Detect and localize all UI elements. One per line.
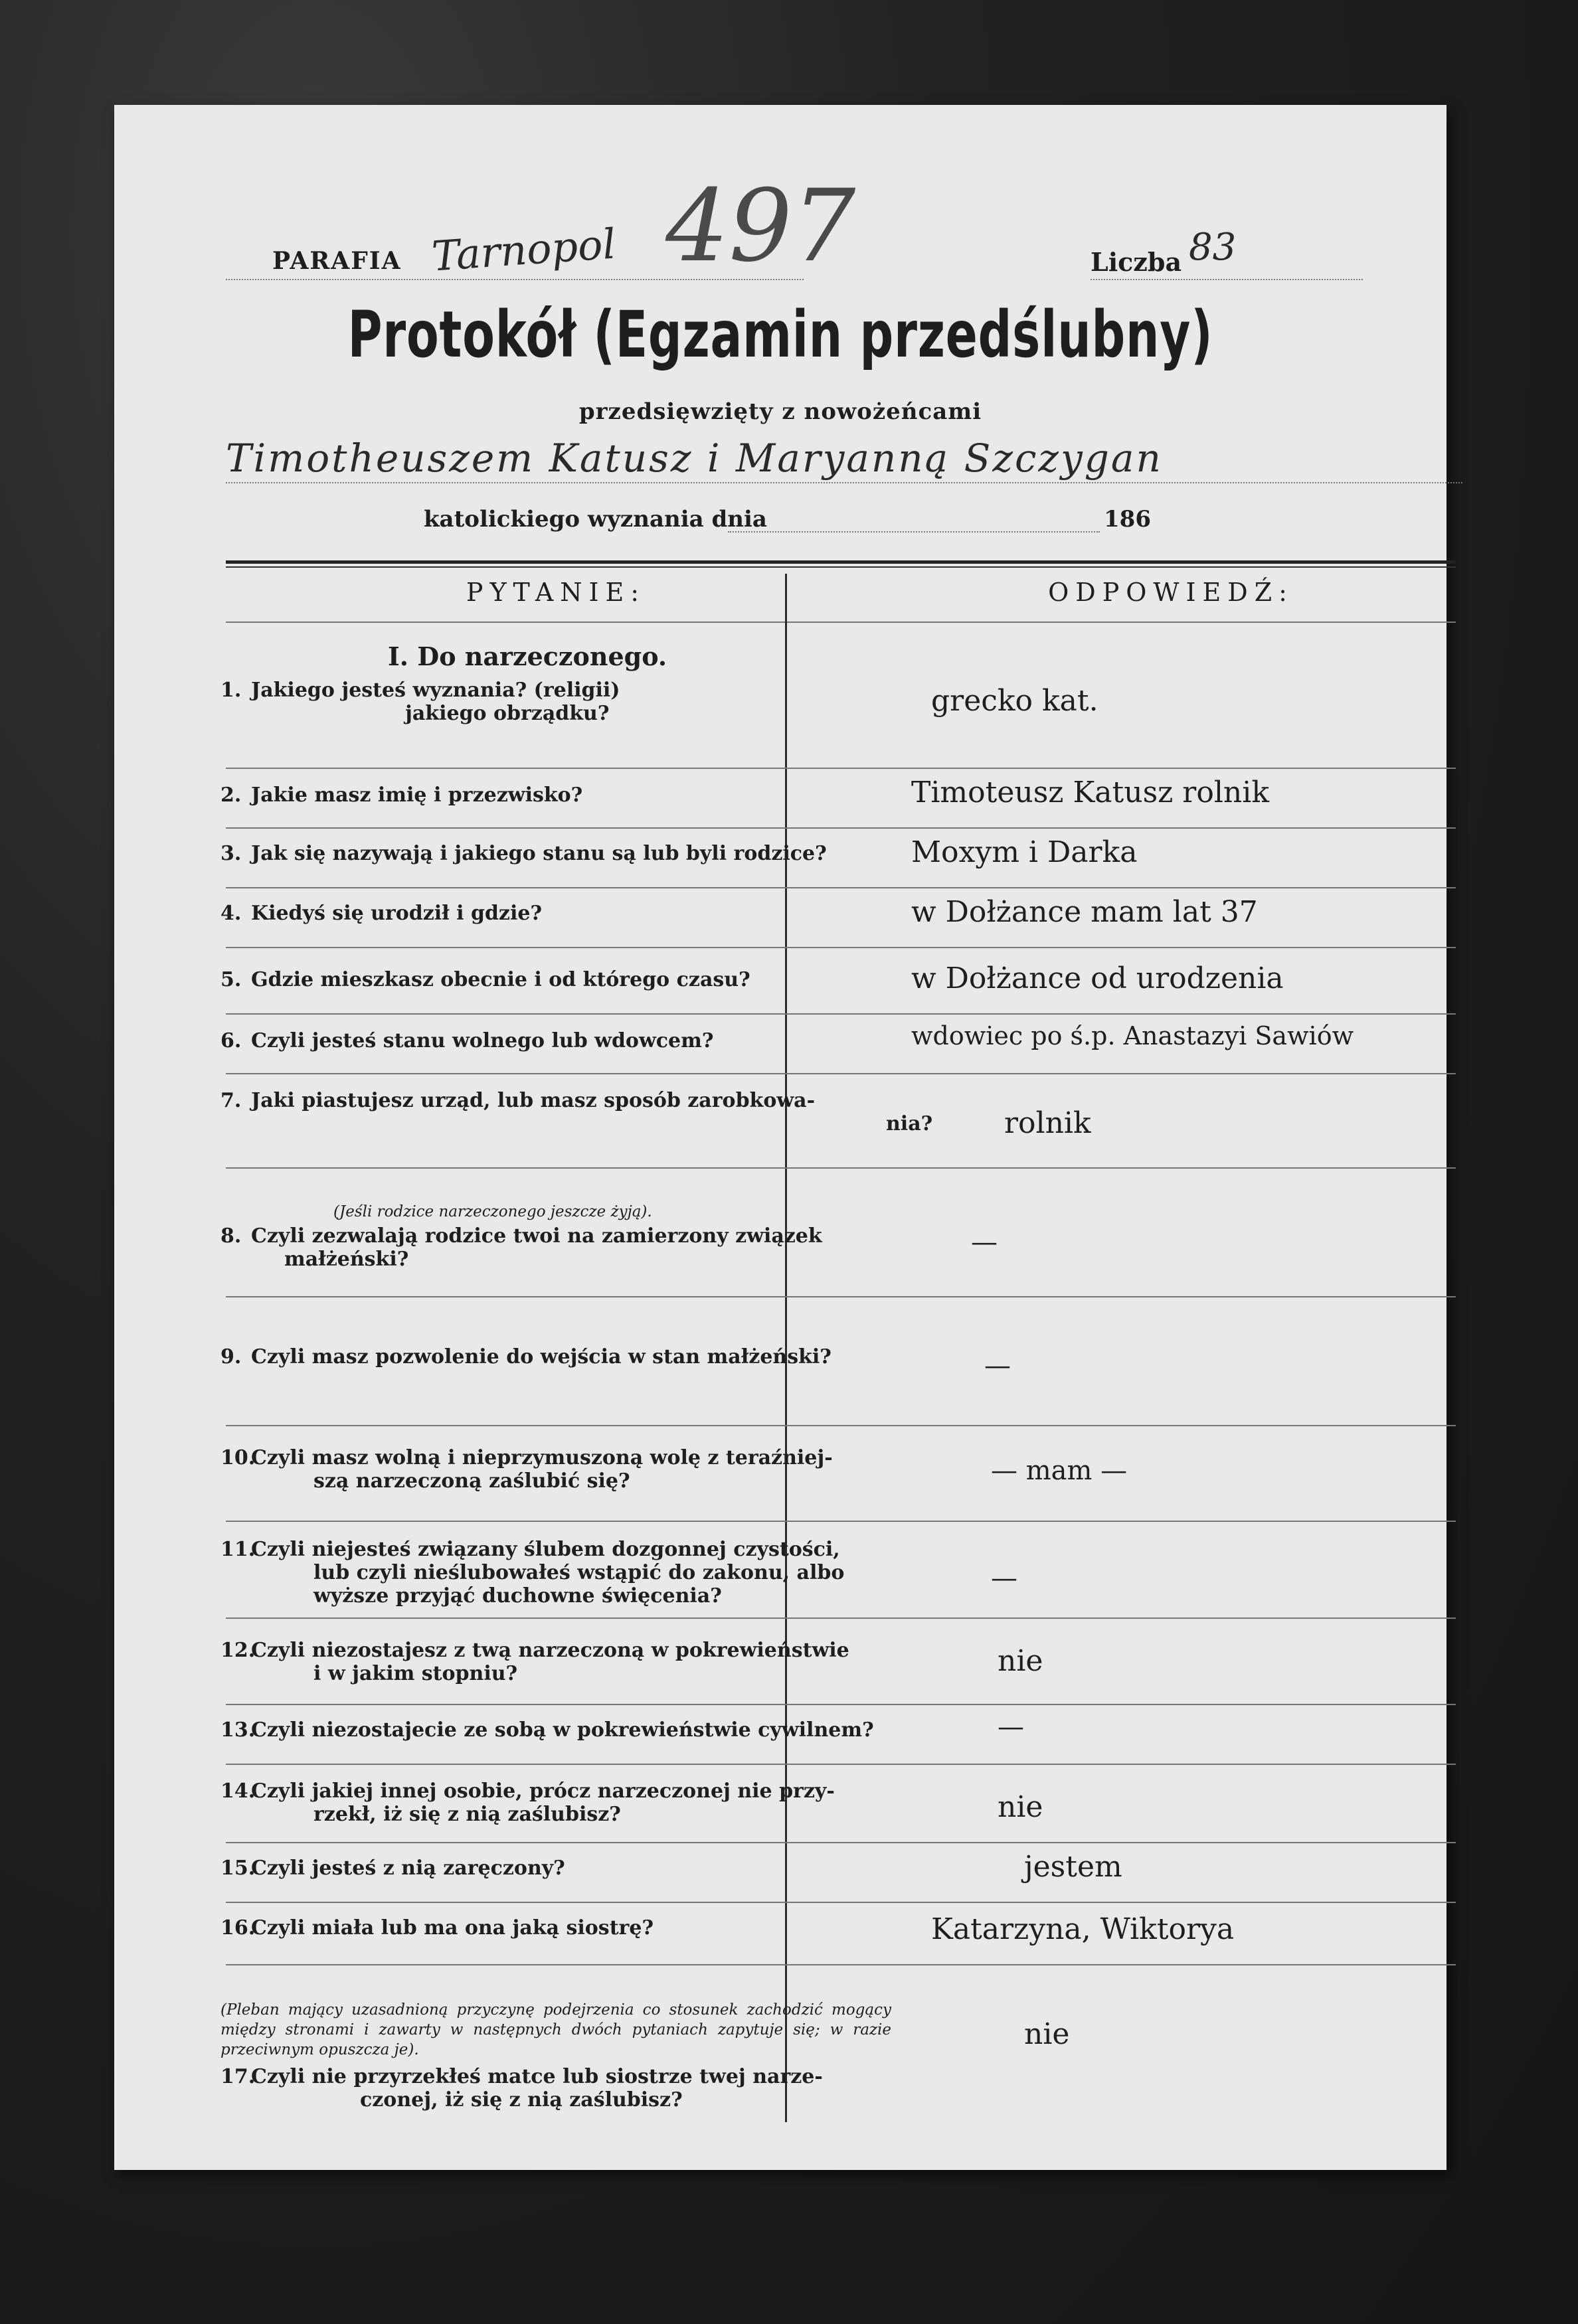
question-row — [220, 1857, 891, 1880]
question-text: szą narzeczoną zaślubić się? — [313, 1469, 630, 1493]
question-number: 6. — [220, 1029, 242, 1052]
question-row — [220, 1345, 891, 1369]
question-text: i w jakim stopniu? — [313, 1662, 518, 1685]
row-rule — [226, 1521, 1456, 1522]
question-number: 13. — [220, 1718, 256, 1742]
header-rule-thick — [226, 560, 1456, 564]
answer-text: — — [991, 1563, 1017, 1594]
question-text: Jak się nazywają i jakiego stanu są lub byli rodzice? — [251, 842, 827, 865]
question-text: Jakiego jesteś wyznania? (religii) — [251, 679, 620, 702]
question-text: Czyli masz wolną i nieprzymuszoną wolę z teraźniej- — [251, 1446, 833, 1469]
answer-text: jestem — [1024, 1850, 1122, 1884]
answer-text: — — [998, 1712, 1024, 1742]
question-text: Czyli masz pozwolenie do wejścia w stan małżeński? — [251, 1345, 832, 1369]
question-row — [220, 2065, 891, 2112]
row-rule — [226, 1902, 1456, 1903]
row-rule — [226, 1073, 1456, 1074]
question-text: wyższe przyjąć duchowne święcenia? — [313, 1584, 722, 1608]
question-text: Czyli niezostajecie ze sobą w pokrewieństwie cywilnem? — [251, 1718, 874, 1742]
question-number: 9. — [220, 1345, 242, 1369]
answer-text: w Dołżance od urodzenia — [911, 961, 1284, 995]
question-text: Czyli jakiej innej osobie, prócz narzeczonej nie przy- — [251, 1780, 835, 1803]
question-text: Czyli miała lub ma ona jaką siostrę? — [251, 1916, 654, 1940]
question-row — [220, 1089, 933, 1135]
answer-text: — mam — — [991, 1455, 1128, 1486]
question-number: 3. — [220, 842, 242, 865]
row-rule — [226, 1296, 1456, 1297]
question-text: Czyli nie przyrzekłeś matce lub siostrze twej narze- — [251, 2065, 823, 2088]
answer-text: Katarzyna, Wiktorya — [931, 1912, 1235, 1946]
row-rule — [226, 827, 1456, 829]
number-value: 83 — [1189, 226, 1237, 269]
couple-names: Timotheuszem Katusz i Maryanną Szczygan — [226, 436, 1163, 481]
question-row — [220, 1718, 891, 1742]
question-row — [220, 902, 891, 925]
archive-number: 497 — [665, 169, 856, 284]
question-text: Czyli jesteś z nią zaręczony? — [251, 1857, 565, 1880]
question-number: 10. — [220, 1446, 256, 1469]
question-note: (Jeśli rodzice narzeczonego jeszcze żyją). — [333, 1203, 652, 1220]
faith-line: katolickiego wyznania dnia — [424, 506, 767, 533]
answer-text: Timoteusz Katusz rolnik — [911, 776, 1269, 809]
row-rule — [226, 768, 1456, 769]
question-row — [220, 1639, 891, 1685]
section-heading: I. Do narzeczonego. — [388, 641, 667, 671]
year: 186 — [1104, 506, 1151, 533]
question-note: (Pleban mający uzasadnioną przyczynę podejrzenia co stosunek zachodzić mogący między stronami i zawarty w następnych dwóch pytaniach zapytuje się; w razie przeciwnym opuszcza je). — [220, 2001, 891, 2058]
row-rule — [226, 887, 1456, 888]
question-row — [220, 1780, 891, 1826]
question-number: 2. — [220, 784, 242, 807]
question-row — [220, 784, 891, 807]
number-label: Liczba — [1091, 247, 1182, 277]
question-row — [220, 1029, 891, 1052]
row-rule — [226, 1964, 1456, 1965]
question-text: Czyli niezostajesz z twą narzeczoną w pokrewieństwie — [251, 1639, 849, 1662]
question-text: Kiedyś się urodził i gdzie? — [251, 902, 543, 925]
row-rule — [226, 1618, 1456, 1619]
answer-text: nie — [1024, 2017, 1070, 2051]
question-text: Gdzie mieszkasz obecnie i od którego czasu? — [251, 968, 750, 991]
question-number: 16. — [220, 1916, 256, 1940]
date-underline — [728, 531, 1100, 533]
question-text: nia? — [886, 1112, 933, 1135]
question-number: 7. — [220, 1089, 242, 1112]
row-rule — [226, 1764, 1456, 1765]
question-text: małżeński? — [284, 1248, 409, 1271]
row-rule — [226, 1842, 1456, 1843]
answer-text: — — [971, 1227, 998, 1258]
question-number: 17. — [220, 2065, 256, 2088]
number-underline — [1091, 279, 1363, 280]
question-row — [220, 1224, 891, 1271]
question-row — [220, 1538, 891, 1608]
answer-text: wdowiec po ś.p. Anastazyi Sawiów — [911, 1021, 1354, 1050]
header-rule-thin — [226, 566, 1456, 568]
row-rule — [226, 1425, 1456, 1426]
row-rule — [226, 1167, 1456, 1169]
question-row — [220, 1916, 891, 1940]
form-subtitle: przedsięwzięty z nowożeńcami — [578, 398, 982, 425]
parish-value: Tarnopol — [430, 219, 618, 281]
question-number: 15. — [220, 1857, 256, 1880]
row-rule — [226, 1704, 1456, 1705]
answer-text: — — [984, 1351, 1011, 1381]
row-rule — [226, 947, 1456, 948]
question-text: jakiego obrządku? — [405, 702, 610, 725]
parish-label: PARAFIA — [272, 247, 402, 275]
question-number: 8. — [220, 1224, 242, 1248]
row-rule — [226, 1013, 1456, 1015]
question-number: 4. — [220, 902, 242, 925]
question-number: 5. — [220, 968, 242, 991]
names-underline — [226, 482, 1462, 483]
answer-text: grecko kat. — [931, 684, 1098, 718]
question-number: 12. — [220, 1639, 256, 1662]
question-row — [220, 679, 891, 725]
question-text: czonej, iż się z nią zaślubisz? — [360, 2088, 683, 2112]
question-text: lub czyli nieślubowałeś wstąpić do zakonu, albo — [313, 1561, 845, 1584]
question-number: 1. — [220, 679, 242, 702]
question-text: Czyli jesteś stanu wolnego lub wdowcem? — [251, 1029, 714, 1052]
question-number: 14. — [220, 1780, 256, 1803]
question-text: Jaki piastujesz urząd, lub masz sposób zarobkowa- — [251, 1089, 816, 1112]
answer-text: Moxym i Darka — [911, 835, 1138, 869]
question-number: 11. — [220, 1538, 256, 1561]
question-text: Jakie masz imię i przezwisko? — [251, 784, 583, 807]
answer-text: rolnik — [1004, 1106, 1091, 1140]
question-row — [220, 968, 891, 991]
question-row — [220, 842, 891, 865]
question-text: Czyli niejesteś związany ślubem dozgonnej czystości, — [251, 1538, 840, 1561]
question-text: Czyli zezwalają rodzice twoi na zamierzony związek — [251, 1224, 822, 1248]
answer-text: w Dołżance mam lat 37 — [911, 895, 1258, 929]
question-text: rzekł, iż się z nią zaślubisz? — [313, 1803, 621, 1826]
column-header-question: PYTANIE: — [466, 578, 646, 607]
answer-text: nie — [998, 1790, 1043, 1824]
answer-text: nie — [998, 1644, 1043, 1678]
column-header-answer: ODPOWIEDŹ: — [1048, 578, 1294, 607]
form-title: Protokół (Egzamin przedślubny) — [347, 297, 1213, 372]
form-sheet — [114, 105, 1446, 2170]
column-header-rule — [226, 622, 1456, 623]
question-row — [220, 1446, 891, 1493]
